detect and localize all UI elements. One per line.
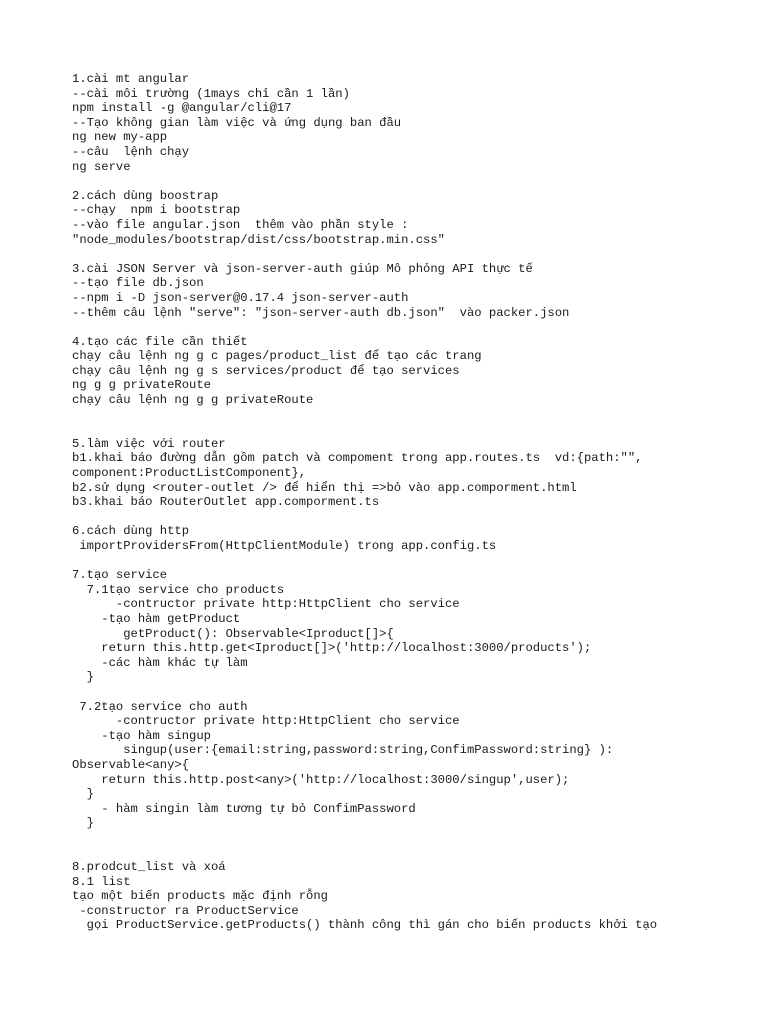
text-line: 5.làm việc với router: [72, 436, 226, 451]
text-line: 3.cài JSON Server và json-server-auth giúp Mô phỏng API thực tế: [72, 261, 533, 276]
text-line: tạo một biến products mặc định rỗng: [72, 889, 328, 904]
text-line: --tạo file db.json: [72, 276, 204, 291]
blank-line: [72, 408, 752, 423]
text-line: ng g g privateRoute: [72, 378, 211, 393]
text-line: 1.cài mt angular: [72, 72, 190, 86]
text-line: --npm i -D json-server@0.17.4 json-server-auth: [72, 290, 409, 305]
blank-line: [72, 510, 752, 525]
text-line: importProvidersFrom(HttpClientModule) trong app.config.ts: [72, 539, 497, 553]
text-line: 7.1tạo service cho products: [72, 582, 285, 597]
text-line: --Tạo không gian làm việc và ứng dụng ban đầu: [72, 115, 402, 130]
text-line: --câu lệnh chạy: [72, 144, 190, 159]
text-line: 8.1 list: [72, 874, 131, 889]
text-line: component:ProductListComponent},: [72, 466, 307, 481]
text-line: singup(user:{email:string,password:string,ConfimPassword:string} ):: [72, 743, 614, 758]
text-line: ng serve: [72, 159, 131, 174]
text-line: -contructor private http:HttpClient cho service: [72, 597, 460, 612]
text-line: -các hàm khác tự làm: [72, 655, 248, 670]
text-line: b1.khai báo đường dẫn gồm patch và compoment trong app.routes.ts vd:{path:"",: [72, 451, 643, 466]
text-line: -constructor ra ProductService: [72, 903, 299, 918]
document-text: [72, 72, 752, 933]
text-line: --vào file angular.json thêm vào phần style :: [72, 217, 409, 232]
text-line: npm install -g @angular/cli@17: [72, 101, 292, 116]
text-line: b2.sử dụng <router-outlet /> để hiển thị =>bỏ vào app.comporment.html: [72, 480, 577, 495]
text-line: chạy câu lệnh ng g c pages/product_list để tạo các trang: [72, 349, 482, 364]
blank-line: [72, 320, 752, 335]
text-line: b3.khai báo RouterOutlet app.comporment.ts: [72, 495, 380, 510]
text-line: -contructor private http:HttpClient cho service: [72, 714, 460, 729]
text-line: chạy câu lệnh ng g g privateRoute: [72, 393, 314, 408]
text-line: gọi ProductService.getProducts() thành công thì gán cho biến products khởi tạo: [72, 918, 658, 933]
text-line: "node_modules/bootstrap/dist/css/bootstrap.min.css": [72, 232, 445, 247]
text-line: }: [72, 816, 94, 831]
text-line: Observable<any>{: [72, 757, 190, 772]
blank-line: [72, 247, 752, 262]
text-line: ng new my-app: [72, 130, 168, 145]
blank-line: [72, 685, 752, 700]
blank-line: [72, 174, 752, 189]
text-line: 2.cách dùng boostrap: [72, 188, 219, 203]
text-line: - hàm singin làm tương tự bỏ ConfimPassword: [72, 801, 416, 816]
blank-line: [72, 422, 752, 437]
text-line: 7.2tạo service cho auth: [72, 699, 248, 714]
text-line: --thêm câu lệnh "serve": "json-server-auth db.json" vào packer.json: [72, 305, 570, 320]
text-line: -tạo hàm singup: [72, 728, 211, 743]
text-line: return this.http.post<any>('http://localhost:3000/singup',user);: [72, 772, 570, 787]
text-line: getProduct(): Observable<Iproduct[]>{: [72, 626, 394, 641]
text-line: 8.prodcut_list và xoá: [72, 860, 226, 875]
text-line: 4.tạo các file cần thiết: [72, 334, 248, 349]
text-line: --cài môi trường (1mays chỉ cần 1 lần): [72, 86, 350, 101]
text-line: chạy câu lệnh ng g s services/product để tạo services: [72, 363, 460, 378]
text-line: -tạo hàm getProduct: [72, 611, 241, 626]
text-line: 7.tạo service: [72, 568, 168, 583]
text-line: --chạy npm i bootstrap: [72, 203, 241, 218]
blank-line: [72, 554, 752, 569]
text-line: return this.http.get<Iproduct[]>('http://localhost:3000/products');: [72, 641, 592, 656]
text-line: }: [72, 670, 94, 685]
blank-line: [72, 831, 752, 846]
text-line: }: [72, 787, 94, 802]
blank-line: [72, 845, 752, 860]
text-line: 6.cách dùng http: [72, 524, 190, 539]
